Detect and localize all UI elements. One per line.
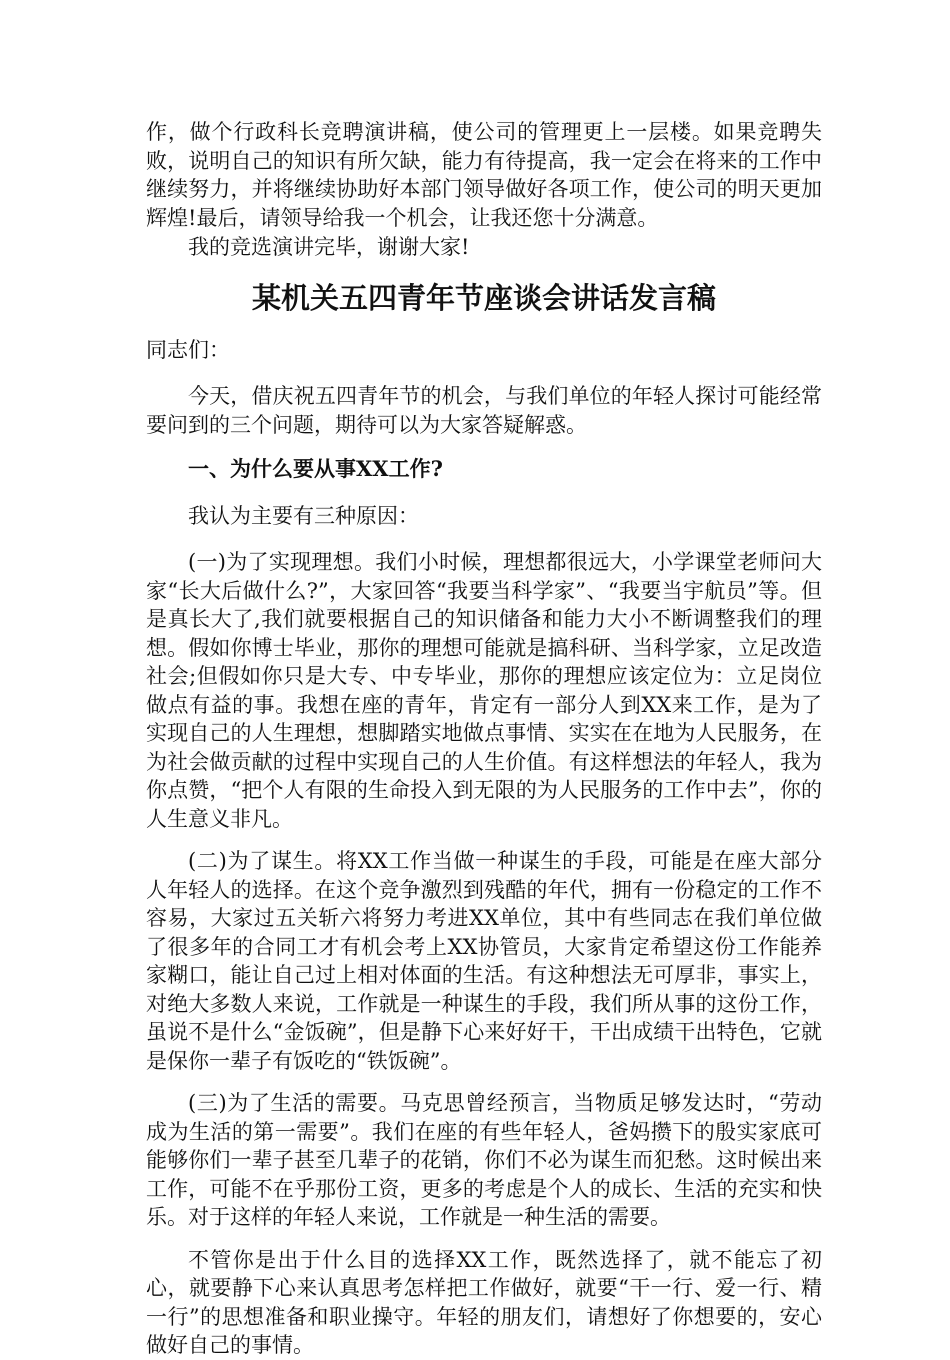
reasons-intro: 我认为主要有三种原因： <box>188 503 419 528</box>
intro-paragraph: 今天，借庆祝五四青年节的机会，与我们单位的年轻人探讨可能经常要问到的三个问题，期待可以为大家答疑解惑。 <box>146 384 822 437</box>
reason-3-paragraph: (三)为了生活的需要。马克思曾经预言，当物质足够发达时，“劳动成为生活的第一需要”。我们在座的有些年轻人，爸妈攒下的殷实家底可能够你们一辈子甚至几辈子的花销，你们不必为谋生而犯愁。这时候出来工作，可能不在乎那份工资，更多的考虑是个人的成长、生活的充实和快乐。对于这样的年轻人来说，工作就是一种生活的需要。 <box>146 1091 822 1229</box>
reason-1-paragraph: (一)为了实现理想。我们小时候，理想都很远大，小学课堂老师问大家“长大后做什么?”，大家回答“我要当科学家”、“我要当宇航员”等。但是真长大了,我们就要根据自己的知识储备和能力大小不断调整我们的理想。假如你博士毕业，那你的理想可能就是搞科研、当科学家，立足改造社会;但假如你只是大专、中专毕业，那你的理想应该定位为：立足岗位做点有益的事。我想在座的青年，肯定有一部分人到XX来工作，是为了实现自己的人生理想，想脚踏实地做点事情、实实在在地为人民服务，在为社会做贡献的过程中实现自己的人生价值。有这样想法的年轻人，我为你点赞，“把个人有限的生命投入到无限的为人民服务的工作中去”，你的人生意义非凡。 <box>146 550 822 831</box>
conclusion-paragraph: 不管你是出于什么目的选择XX工作，既然选择了，就不能忘了初心，就要静下心来认真思考怎样把工作做好，就要“干一行、爱一行、精一行”的思想准备和职业操守。年轻的朋友们，请想好了你想要的，安心做好自己的事情。 <box>146 1247 822 1357</box>
reason-2-paragraph: (二)为了谋生。将XX工作当做一种谋生的手段，可能是在座大部分人年轻人的选择。在这个竞争激烈到残酷的年代，拥有一份稳定的工作不容易，大家过五关斩六将努力考进XX单位，其中有些同志在我们单位做了很多年的合同工才有机会考上XX协管员，大家肯定希望这份工作能养家糊口，能让自己过上相对体面的生活。有这种想法无可厚非，事实上，对绝大多数人来说，工作就是一种谋生的手段，我们所从事的这份工作，虽说不是什么“金饭碗”，但是静下心来好好干，干出成绩干出特色，它就是保你一辈子有饭吃的“铁饭碗”。 <box>146 849 822 1073</box>
document-page <box>146 118 822 1360</box>
section-heading: 一、为什么要从事XX工作? <box>188 456 443 481</box>
prev-speech-paragraph: 作，做个行政科长竞聘演讲稿，使公司的管理更上一层楼。如果竞聘失败，说明自己的知识有所欠缺，能力有待提高，我一定会在将来的工作中继续努力，并将继续协助好本部门领导做好各项工作，使公司的明天更加辉煌!最后，请领导给我一个机会，让我还您十分满意。 <box>146 120 822 230</box>
article-title: 某机关五四青年节座谈会讲话发言稿 <box>251 280 716 315</box>
salutation: 同志们： <box>146 337 230 362</box>
prev-speech-closing: 我的竞选演讲完毕，谢谢大家! <box>188 235 470 259</box>
